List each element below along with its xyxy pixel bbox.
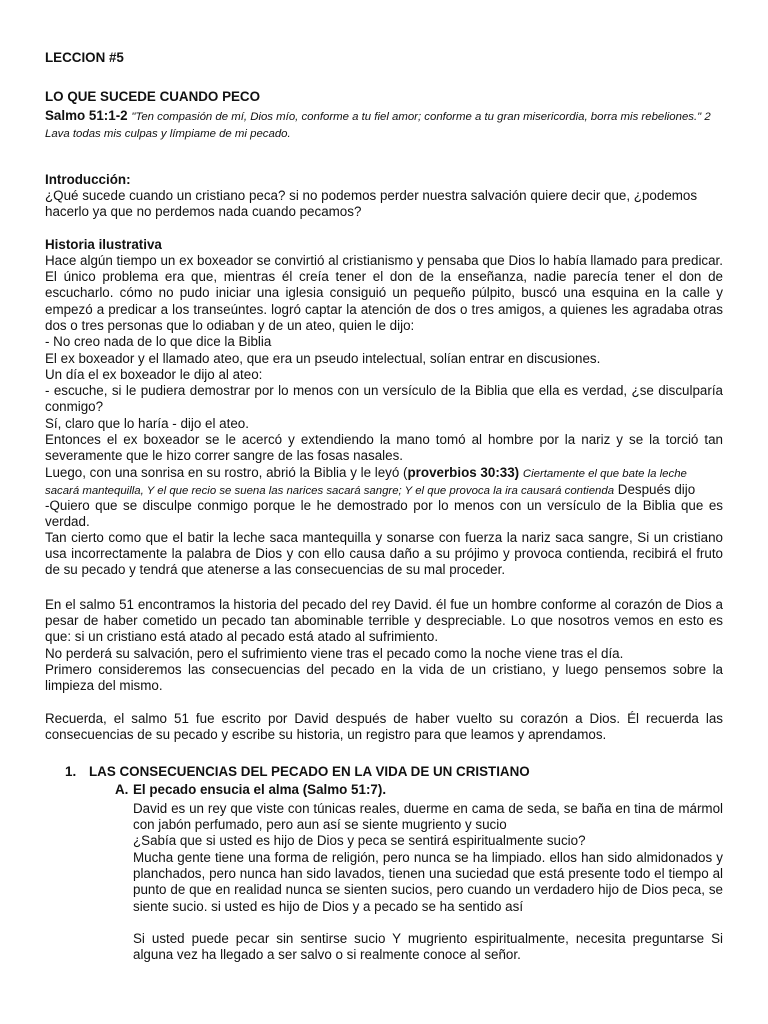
proverbs-quote: Ciertamente el que bate la leche sacará mantequilla, Y el que recio se suena las narices sacará sangre; Y el que provoca la ira causará contienda [45, 468, 687, 498]
psalm-ref: Salmo 51:1-2 [45, 108, 128, 123]
story-line-4: - escuche, si le pudiera demostrar por lo menos con un versículo de la Biblia que ella es verdad, ¿se disculparía conmigo? [45, 383, 723, 415]
psalm-quote-line-1: "Ten compasión de mí, Dios mío, conforme a tu fiel amor; conforme a tu gran misericordia, borra mis rebeliones." 2 [131, 111, 711, 123]
list-item-a-title: El pecado ensucia el alma (Salmo 51:7). [133, 782, 387, 797]
story-line-1: - No creo nada de lo que dice la Biblia [45, 334, 272, 349]
proverbs-ref: proverbios 30:33) [407, 465, 520, 480]
item-a-paragraph-1: David es un rey que viste con túnicas reales, duerme en cama de seda, se baña en tina de mármol con jabón perfumado, pero aun así se siente mugriento y sucio [133, 801, 723, 833]
story-paragraph-1: Hace algún tiempo un ex boxeador se convirtió al cristianismo y pensaba que Dios lo había llamado para predicar. El único problema era que, mientras él creía tener el don de la enseñanza, nadie parecía tener el don de escucharlo. cómo no pudo iniciar una iglesia consiguió un pequeño púlpito, buscó una esquina en la calle y empezó a predicar a los transeúntes. logró captar la atención de dos o tres amigos, a quienes les agradaba otras dos o tres personas que lo odiaban y de un ateo, quien le dijo: [45, 253, 723, 333]
salmo-paragraph-2: No perderá su salvación, pero el sufrimiento viene tras el pecado como la noche viene tras el día. [45, 646, 624, 661]
list-item-a-letter: A. [115, 782, 129, 797]
intro-text: ¿Qué sucede cuando un cristiano peca? si no podemos perder nuestra salvación quiere decir que, ¿podemos hacerlo ya que no perdemos nada cuando pecamos? [45, 188, 698, 220]
story-line-3: Un día el ex boxeador le dijo al ateo: [45, 367, 263, 382]
story-line-8: -Quiero que se disculpe conmigo porque le he demostrado por lo menos con un versículo de la Biblia que es verdad. [45, 498, 723, 530]
lesson-title: LECCION #5 [45, 50, 124, 65]
story-line-7 [45, 465, 723, 499]
psalm-quote-block [45, 108, 723, 142]
story-line-7-text: Luego, con una sonrisa en su rostro, abrió la Biblia y le leyó ( [45, 465, 408, 480]
item-a-paragraph-4: Si usted puede pecar sin sentirse sucio Y mugriento espiritualmente, necesita preguntarse Si alguna vez ha llegado a ser salvo o si realmente conoce al señor. [133, 931, 723, 963]
psalm-quote-line-2: Lava todas mis culpas y límpiame de mi pecado. [45, 128, 291, 141]
recuerda-paragraph: Recuerda, el salmo 51 fue escrito por David después de haber vuelto su corazón a Dios. Él recuerda las consecuencias de su pecado y escribe su historia, un registro para que leamos y aprendamos. [45, 711, 723, 743]
intro-heading: Introducción: [45, 172, 131, 187]
list-item-1 [65, 764, 723, 780]
item-a-paragraph-2: ¿Sabía que si usted es hijo de Dios y peca se sentirá espiritualmente sucio? [133, 833, 586, 848]
story-line-2: El ex boxeador y el llamado ateo, que era un pseudo intelectual, solían entrar en discusiones. [45, 351, 601, 366]
list-item-1-title: LAS CONSECUENCIAS DEL PECADO EN LA VIDA DE UN CRISTIANO [89, 764, 530, 779]
section-title: LO QUE SUCEDE CUANDO PECO [45, 89, 261, 104]
story-line-5: Sí, claro que lo haría - dijo el ateo. [45, 416, 249, 431]
list-item-1-number: 1. [65, 764, 77, 779]
salmo-paragraph-3: Primero consideremos las consecuencias del pecado en la vida de un cristiano, y luego pensemos sobre la limpieza del mismo. [45, 662, 723, 694]
story-line-7-end: Después dijo [617, 482, 696, 498]
story-heading: Historia ilustrativa [45, 237, 162, 252]
story-line-6: Entonces el ex boxeador se le acercó y extendiendo la mano tomó al hombre por la nariz y se la torció tan severamente que le hizo correr sangre de las fosas nasales. [45, 432, 723, 464]
salmo-paragraph-1: En el salmo 51 encontramos la historia del pecado del rey David. él fue un hombre conforme al corazón de Dios a pesar de haber cometido un pecado tan abominable terrible y despreciable. Lo que nosotros vemos en esto es que: si un cristiano está atado al pecado está atado al sufrimiento. [45, 597, 723, 645]
item-a-paragraph-3: Mucha gente tiene una forma de religión, pero nunca se ha limpiado. ellos han sido almidonados y planchados, pero nunca han sido lavados, tienen una suciedad que está presente todo el tiempo al punto de que en realidad nunca se sienten sucios, pero cuando un verdadero hijo de Dios peca, se siente sucio. si usted es hijo de Dios y a pecado se ha sentido así [133, 850, 723, 914]
story-line-9: Tan cierto como que el batir la leche saca mantequilla y sonarse con fuerza la nariz saca sangre, Si un cristiano usa incorrectamente la palabra de Dios y con ello causa daño a su prójimo y provoca contienda, recibirá el fruto de su pecado y tendrá que atenerse a las consecuencias de su mal proceder. [45, 530, 723, 578]
